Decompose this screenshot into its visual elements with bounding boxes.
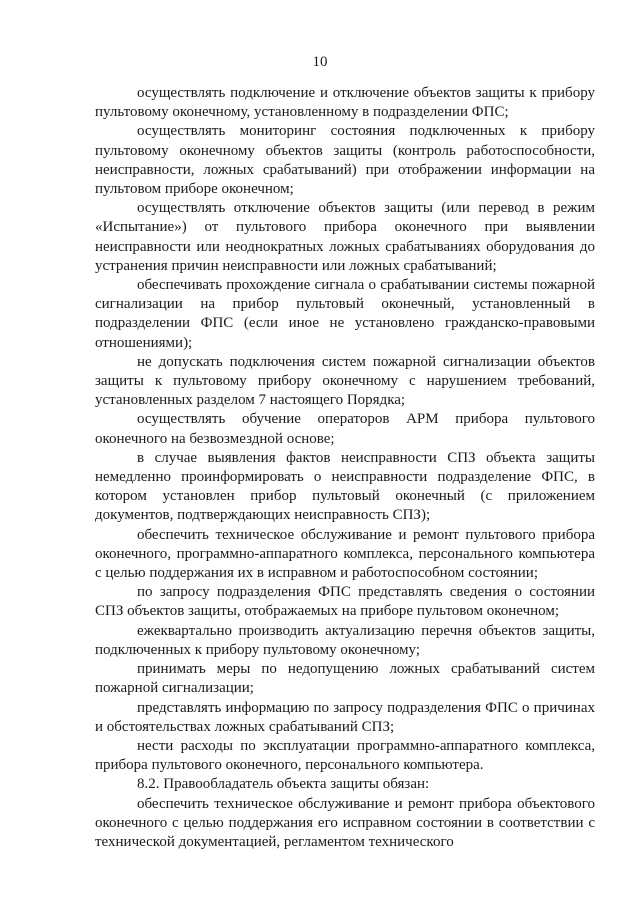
paragraph: принимать меры по недопущению ложных срабатываний систем пожарной сигнализации; — [95, 661, 595, 697]
paragraph: осуществлять отключение объектов защиты (или перевод в режим «Испытание») от пультового прибора оконечного при выявлении неисправности или неоднократных ложных срабатываниях оборудования до устранения причин неисправности или ложных срабатываний; — [95, 200, 595, 274]
paragraph: по запросу подразделения ФПС представлять сведения о состоянии СПЗ объектов защиты, отображаемых на приборе пультовом оконечном; — [95, 584, 595, 620]
paragraph: осуществлять мониторинг состояния подключенных к прибору пультовому оконечному объектов защиты (контроль работоспособности, неисправности, ложных срабатываний) при отображении информации на пультовом приборе оконечном; — [95, 123, 595, 198]
paragraph: осуществлять подключение и отключение объектов защиты к прибору пультовому оконечному, установленному в подразделении ФПС; — [95, 85, 595, 121]
paragraph: обеспечить техническое обслуживание и ремонт пультового прибора оконечного, программно-аппаратного комплекса, персонального компьютера с целью поддержания их в исправном и работоспособном состоянии; — [95, 526, 595, 582]
paragraph: в случае выявления фактов неисправности СПЗ объекта защиты немедленно проинформировать о неисправности подразделение ФПС, в котором установлен прибор пультовый оконечный (с приложением документов, подтверждающих неисправность СПЗ); — [95, 449, 595, 524]
paragraph: нести расходы по эксплуатации программно-аппаратного комплекса, прибора пультового оконечного, персонального компьютера. — [95, 737, 595, 774]
paragraph: ежеквартально производить актуализацию перечня объектов защиты, подключенных к прибору пультовому оконечному; — [95, 622, 595, 658]
section-heading: 8.2. Правообладатель объекта защиты обязан: — [137, 776, 430, 793]
paragraph: обеспечить техническое обслуживание и ремонт прибора объектового оконечного с целью поддержания его исправном состоянии в соответствии с технической документацией, регламентом технического — [95, 795, 595, 850]
paragraph: осуществлять обучение операторов АРМ прибора пультового оконечного на безвозмездной основе; — [95, 411, 595, 447]
paragraph: не допускать подключения систем пожарной сигнализации объектов защиты к пультовому прибору оконечному с нарушением требований, установленных разделом 7 настоящего Порядка; — [95, 353, 595, 409]
paragraph: обеспечивать прохождение сигнала о срабатывании системы пожарной сигнализации на прибор пультовый оконечный, установленный в подразделении ФПС (если иное не установлено гражданско-правовыми отношениями); — [95, 277, 595, 351]
page-number: 10 — [312, 54, 328, 70]
document-body — [95, 84, 595, 852]
paragraph: представлять информацию по запросу подразделения ФПС о причинах и обстоятельствах ложных срабатываний СПЗ; — [95, 699, 595, 735]
